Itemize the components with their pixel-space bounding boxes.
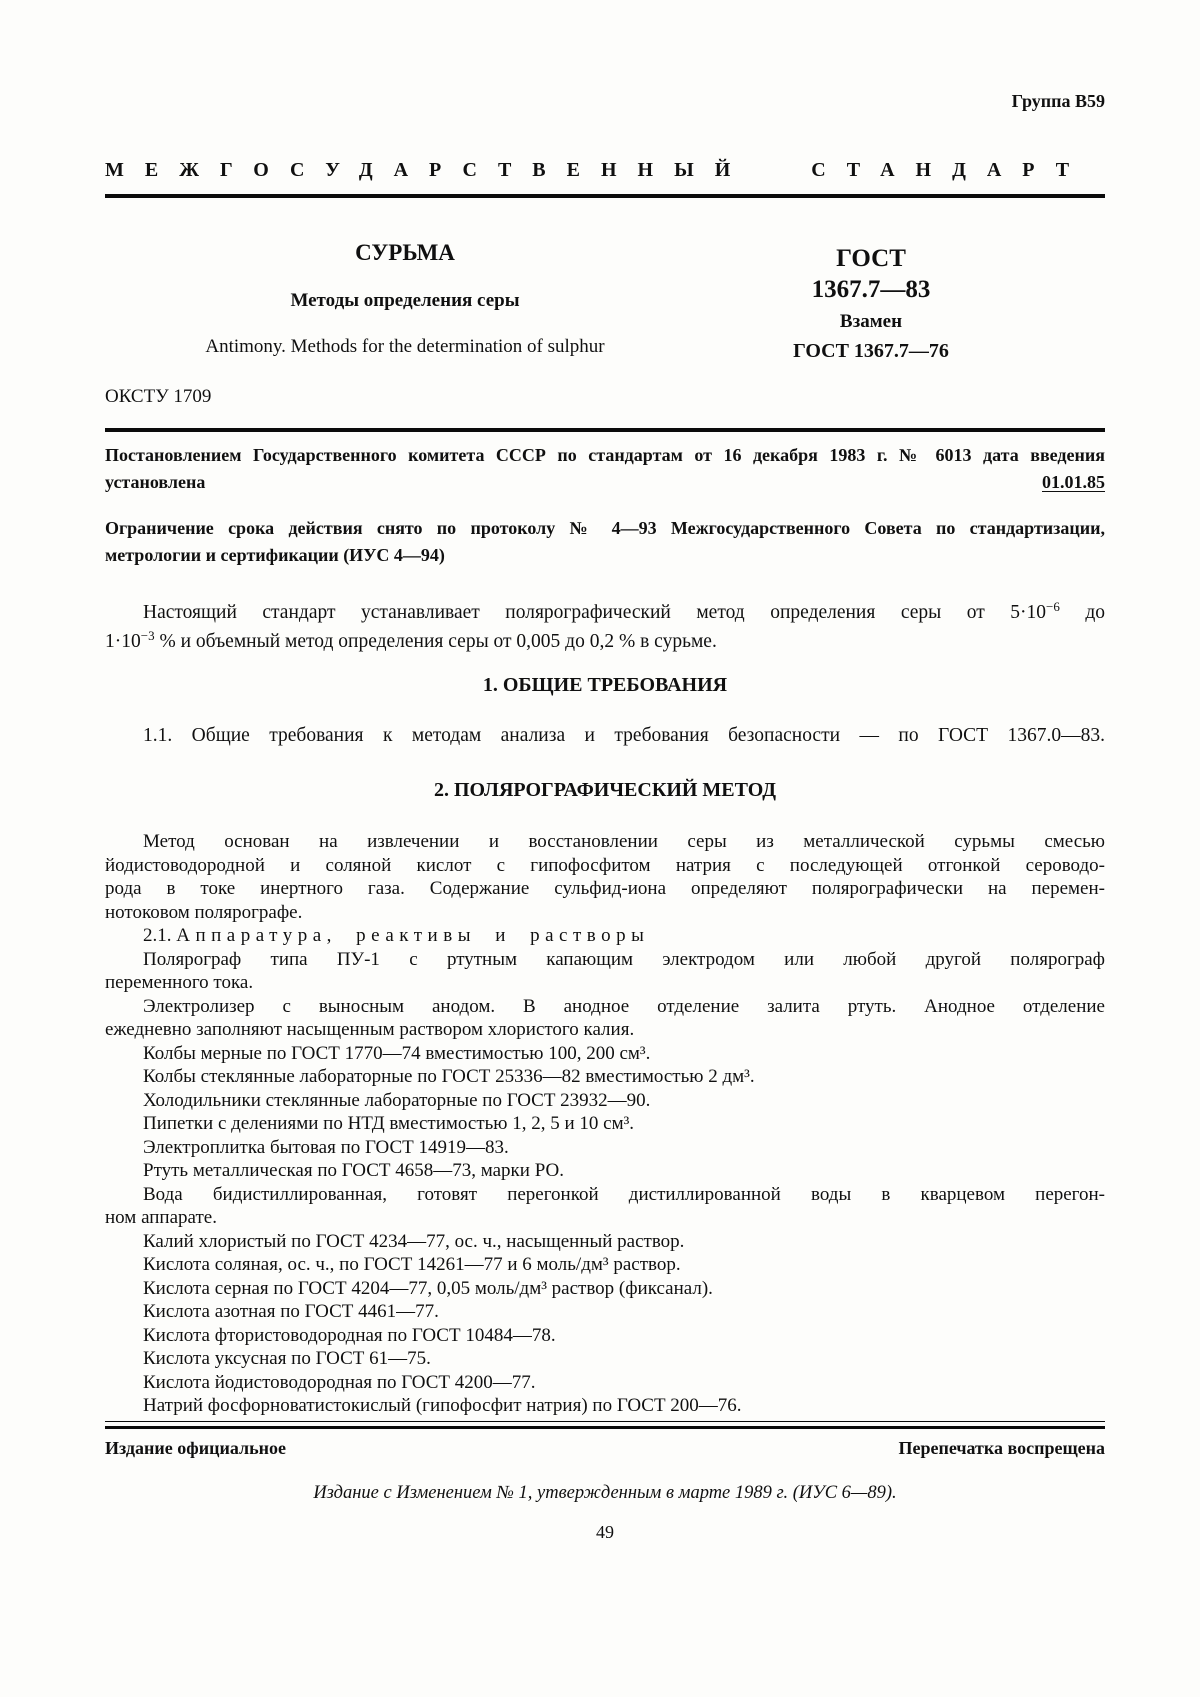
standard-type-title: МЕЖГОСУДАРСТВЕННЫЙ СТАНДАРТ xyxy=(105,159,1091,181)
method-text-line: нотоковом полярографе. xyxy=(105,901,303,923)
footer-rule xyxy=(105,1421,1105,1429)
scope-line xyxy=(105,599,1105,628)
apparatus-line: Кислота йодистоводородная по ГОСТ 4200—77. xyxy=(143,1371,536,1393)
apparatus-line: Кислота азотная по ГОСТ 4461—77. xyxy=(143,1301,439,1322)
gost-label: ГОСТ xyxy=(836,245,906,272)
decree-line-label: установлена xyxy=(105,472,206,492)
masthead-rule xyxy=(105,194,1105,198)
apparatus-line: Полярограф типа ПУ-1 с ртутным капающим электродом или любой другой полярограф xyxy=(143,948,1105,970)
page-number: 49 xyxy=(596,1521,614,1542)
title-block xyxy=(105,240,1105,363)
clause-2-1-heading xyxy=(105,924,1105,948)
apparatus-line: Вода бидистиллированная, готовят перегонкой дистиллированной воды в кварцевом перегон- xyxy=(143,1183,1105,1205)
exponent: −3 xyxy=(140,628,155,643)
clause-number: 2.1. xyxy=(143,925,172,946)
apparatus-line: Кислота уксусная по ГОСТ 61—75. xyxy=(143,1348,431,1369)
standard-subtitle-ru: Методы определения серы xyxy=(290,290,520,311)
exponent: −6 xyxy=(1045,599,1060,614)
apparatus-line: Холодильники стеклянные лабораторные по ГОСТ 23932—90. xyxy=(143,1089,651,1111)
title-left-column xyxy=(105,240,705,363)
replaces-number: ГОСТ 1367.7—76 xyxy=(793,340,949,362)
scope-paragraph xyxy=(105,599,1105,657)
apparatus-line: Калий хлористый по ГОСТ 4234—77, ос. ч., насыщенный раствор. xyxy=(143,1230,685,1252)
apparatus-line: Кислота фтористоводородная по ГОСТ 10484—78. xyxy=(143,1324,556,1346)
section-2-body xyxy=(105,830,1105,1418)
apparatus-line: Колбы стеклянные лабораторные по ГОСТ 25336—82 вместимостью 2 дм³. xyxy=(143,1066,755,1087)
clause-1-1: 1.1. Общие требования к методам анализа и требования безопасности — по ГОСТ 1367.0—83. xyxy=(143,725,1105,746)
scope-line xyxy=(105,628,1105,657)
decree-paragraph xyxy=(105,442,1105,496)
apparatus-line: Пипетки с делениями по НТД вместимостью 1, 2, 5 и 10 см³. xyxy=(143,1113,635,1134)
apparatus-line: ном аппарате. xyxy=(105,1207,217,1228)
group-code: Группа В59 xyxy=(1011,91,1105,111)
apparatus-line: Колбы мерные по ГОСТ 1770—74 вместимостью 100, 200 см³. xyxy=(143,1042,651,1064)
amendment-note: Издание с Изменением № 1, утвержденным в марте 1989 г. (ИУС 6—89). xyxy=(313,1482,897,1503)
reprint-prohibited-label: Перепечатка воспрещена xyxy=(898,1437,1105,1458)
standard-subject: СУРЬМА xyxy=(355,240,455,265)
apparatus-line: Электролизер с выносным анодом. В анодное отделение залита ртуть. Анодное отделение xyxy=(143,995,1105,1017)
gost-number: 1367.7—83 xyxy=(811,276,931,303)
decree-line xyxy=(105,469,1105,496)
effective-date: 01.01.85 xyxy=(1042,472,1105,492)
limitation-paragraph xyxy=(105,515,1105,569)
limitation-line: метрологии и сертификации (ИУС 4—94) xyxy=(105,545,445,565)
clause-title: Аппаратура, реактивы и растворы xyxy=(176,925,650,946)
section-2-heading: 2. ПОЛЯРОГРАФИЧЕСКИЙ МЕТОД xyxy=(433,779,777,801)
apparatus-line: переменного тока. xyxy=(105,972,254,993)
apparatus-line: Ртуть металлическая по ГОСТ 4658—73, марки РО. xyxy=(143,1160,564,1181)
apparatus-line: Натрий фосфорноватистокислый (гипофосфит натрия) по ГОСТ 200—76. xyxy=(143,1395,742,1416)
replaces-label: Взамен xyxy=(839,311,903,332)
limitation-line: Ограничение срока действия снято по протоколу № 4—93 Межгосударственного Совета по стандартизации, xyxy=(105,518,1105,538)
section-1-heading: 1. ОБЩИЕ ТРЕБОВАНИЯ xyxy=(482,674,728,696)
official-edition-label: Издание официальное xyxy=(105,1437,286,1458)
standard-subtitle-en: Antimony. Methods for the determination of sulphur xyxy=(205,336,605,357)
designation-block xyxy=(741,240,1001,363)
okstu-code: ОКСТУ 1709 xyxy=(105,386,212,407)
decree-top-rule xyxy=(105,428,1105,432)
footer-row xyxy=(105,1437,1105,1459)
method-text-line: йодистоводородной и соляной кислот с гипофосфитом натрия с последующей отгонкой сероводо- xyxy=(105,854,1105,876)
scope-text: Настоящий стандарт устанавливает полярографический метод определения серы от 5·10 xyxy=(143,602,1046,623)
method-text-line: рода в токе инертного газа. Содержание сульфид-иона определяют полярографически на перемен- xyxy=(105,878,1105,899)
method-text-line: Метод основан на извлечении и восстановлении серы из металлической сурьмы смесью xyxy=(143,831,1105,852)
scope-text: до xyxy=(1059,602,1105,623)
apparatus-line: Электроплитка бытовая по ГОСТ 14919—83. xyxy=(143,1136,509,1158)
scope-text: % и объемный метод определения серы от 0,005 до 0,2 % в сурьме. xyxy=(154,631,717,652)
scope-text: 1·10 xyxy=(105,631,141,652)
apparatus-line: Кислота соляная, ос. ч., по ГОСТ 14261—77 и 6 моль/дм³ раствор. xyxy=(143,1254,681,1275)
decree-line: Постановлением Государственного комитета СССР по стандартам от 16 декабря 1983 г. № 6013 дата введения xyxy=(105,445,1105,465)
apparatus-line: Кислота серная по ГОСТ 4204—77, 0,05 моль/дм³ раствор (фиксанал). xyxy=(143,1277,713,1299)
apparatus-line: ежедневно заполняют насыщенным раствором хлористого калия. xyxy=(105,1019,635,1040)
